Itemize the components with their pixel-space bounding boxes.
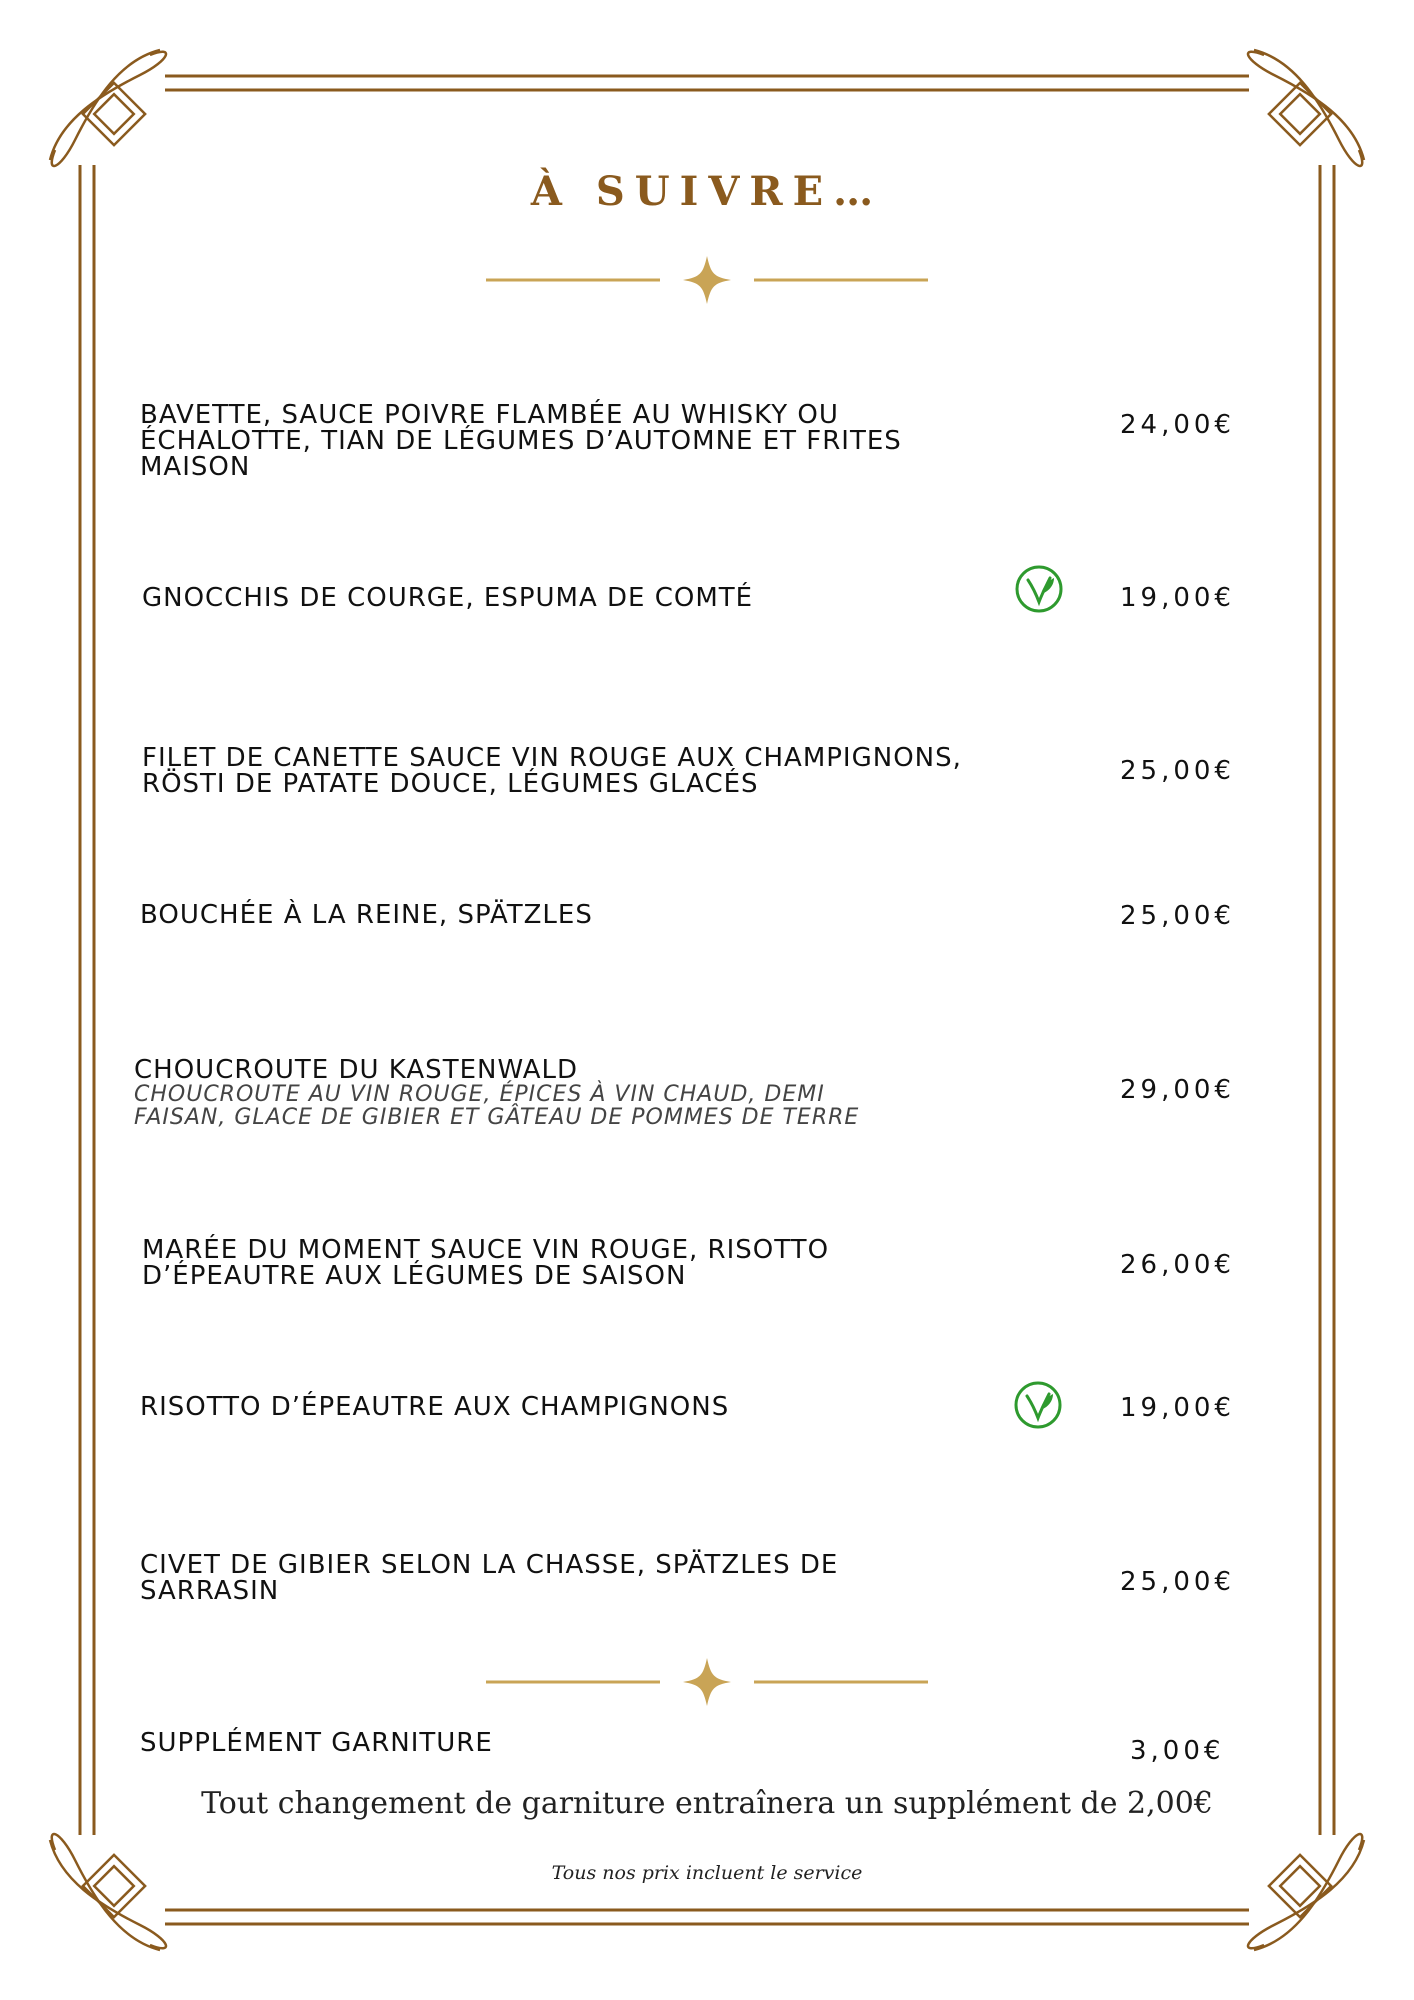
item-name: FILET DE CANETTE SAUCE VIN ROUGE AUX CHAMPIGNONS, RÖSTI DE PATATE DOUCE, LÉGUMES GLACÉS: [142, 743, 962, 799]
item-name: BOUCHÉE À LA REINE, SPÄTZLES: [140, 900, 593, 930]
menu-item: [140, 1552, 940, 1604]
service-footnote: Tous nos prix incluent le service: [551, 1862, 863, 1884]
vegetarian-icon: [1013, 1380, 1063, 1430]
item-name: RISOTTO D’ÉPEAUTRE AUX CHAMPIGNONS: [140, 1392, 730, 1422]
menu-item: [142, 745, 972, 797]
menu-item: [140, 1394, 920, 1420]
item-price: 19,00€: [1120, 1393, 1235, 1423]
item-price: 26,00€: [1120, 1250, 1235, 1280]
corner-ornament-bottom-right: [1248, 1834, 1364, 1950]
item-name: CIVET DE GIBIER SELON LA CHASSE, SPÄTZLES DE SARRASIN: [140, 1550, 839, 1606]
item-price: 19,00€: [1120, 583, 1235, 613]
menu-item: [142, 585, 922, 611]
supplement-name: SUPPLÉMENT GARNITURE: [140, 1728, 493, 1758]
menu-item: [140, 902, 920, 928]
item-price: 29,00€: [1120, 1075, 1235, 1105]
corner-ornament-bottom-left: [50, 1834, 166, 1950]
item-name: BAVETTE, SAUCE POIVRE FLAMBÉE AU WHISKY OU ÉCHALOTTE, TIAN DE LÉGUMES D’AUTOMNE ET FRITES MAISON: [140, 400, 902, 482]
item-name: MARÉE DU MOMENT SAUCE VIN ROUGE, RISOTTO D’ÉPEAUTRE AUX LÉGUMES DE SAISON: [142, 1235, 830, 1291]
corner-ornament-top-left: [50, 50, 166, 166]
corner-ornament-top-right: [1248, 50, 1364, 166]
item-name: GNOCCHIS DE COURGE, ESPUMA DE COMTÉ: [142, 583, 754, 613]
menu-item: [140, 402, 920, 480]
item-description: CHOUCROUTE AU VIN ROUGE, ÉPICES À VIN CHAUD, DEMI FAISAN, GLACE DE GIBIER ET GÂTEAU DE POMMES DE TERRE: [134, 1082, 860, 1130]
item-price: 24,00€: [1120, 410, 1235, 440]
item-price: 25,00€: [1120, 1567, 1235, 1597]
supplement-row: [140, 1730, 920, 1756]
supplement-price: 3,00€: [1130, 1736, 1225, 1766]
page-title: À SUIVRE…: [530, 168, 884, 215]
star-divider-top: [480, 250, 934, 310]
item-price: 25,00€: [1120, 756, 1235, 786]
vegetarian-icon: [1014, 564, 1064, 614]
star-divider-bottom: [480, 1652, 934, 1712]
menu-item: [134, 1057, 914, 1129]
garnish-change-note: Tout changement de garniture entraînera un supplément de 2,00€: [201, 1786, 1213, 1821]
item-price: 25,00€: [1120, 901, 1235, 931]
menu-item: [142, 1237, 942, 1289]
item-name: CHOUCROUTE DU KASTENWALD: [134, 1055, 579, 1085]
